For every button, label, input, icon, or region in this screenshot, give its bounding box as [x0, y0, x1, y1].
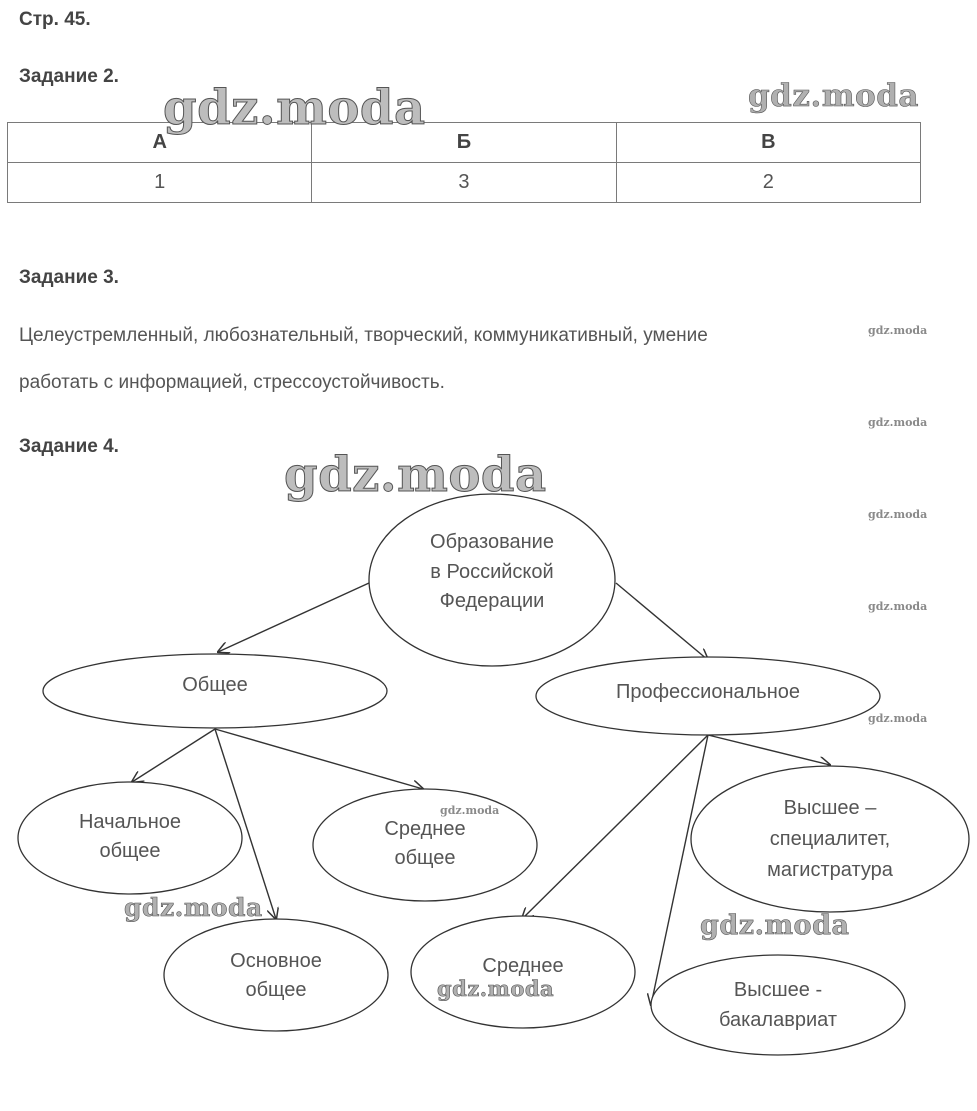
- node-text: общее: [394, 847, 456, 869]
- node-text: Федерации: [439, 590, 545, 612]
- table-cell: 3: [312, 163, 616, 203]
- node-text: бакалавриат: [719, 1009, 837, 1031]
- node-text: Общее: [182, 674, 248, 696]
- table-header-cell: В: [616, 123, 920, 163]
- watermark: gdz.moda: [437, 976, 555, 1001]
- node-text: Образование: [430, 531, 554, 553]
- task4-title: Задание 4.: [19, 436, 119, 457]
- watermark: gdz.moda: [700, 910, 850, 941]
- edge-general-secondary: [215, 729, 423, 789]
- table-header-cell: Б: [312, 123, 616, 163]
- table-cell: 2: [616, 163, 920, 203]
- node-text: Профессиональное: [615, 681, 801, 703]
- node-text: магистратура: [767, 859, 893, 881]
- node-text: общее: [245, 979, 307, 1001]
- node-text: Высшее –: [783, 797, 877, 819]
- watermark: gdz.moda: [748, 78, 919, 114]
- watermark: gdz.moda: [163, 80, 426, 136]
- node-basic-general: [164, 919, 388, 1031]
- task3-text-line: Целеустремленный, любознательный, творческий, коммуникативный, умение: [19, 325, 708, 346]
- table-cell: 1: [8, 163, 312, 203]
- edge-prof-bachelor: [651, 735, 708, 1005]
- node-text: общее: [99, 840, 161, 862]
- node-text: Среднее: [482, 955, 564, 977]
- node-text: Среднее: [384, 818, 466, 840]
- task2-title: Задание 2.: [19, 66, 119, 87]
- watermark: gdz.moda: [440, 804, 500, 817]
- edge-root-general: [218, 583, 369, 652]
- node-general: [43, 654, 387, 728]
- node-higher-specialist-master: [691, 766, 969, 912]
- node-professional: [536, 657, 880, 735]
- table-header-cell: А: [8, 123, 312, 163]
- node-root: [369, 494, 615, 666]
- node-primary-general: [18, 782, 242, 894]
- node-text: в Российской: [430, 561, 554, 583]
- edge-prof-higher-spec: [708, 735, 830, 765]
- watermark: gdz.moda: [868, 508, 928, 521]
- node-text: Высшее -: [733, 979, 823, 1001]
- edge-general-primary: [132, 729, 215, 782]
- watermark: gdz.moda: [868, 416, 928, 429]
- node-text: Начальное: [78, 811, 182, 833]
- edge-root-professional: [616, 583, 708, 660]
- task3-text-line: работать с информацией, стрессоустойчивость.: [19, 372, 445, 393]
- task3-title: Задание 3.: [19, 267, 119, 288]
- node-text: Основное: [230, 950, 322, 972]
- watermark: gdz.moda: [124, 893, 263, 922]
- node-secondary-general: [313, 789, 537, 901]
- page-reference: Стр. 45.: [19, 9, 91, 30]
- node-secondary-professional: [411, 916, 635, 1028]
- watermark: gdz.moda: [868, 324, 928, 337]
- watermark: gdz.moda: [868, 600, 928, 613]
- watermark: gdz.moda: [284, 447, 547, 503]
- watermark: gdz.moda: [868, 712, 928, 725]
- node-higher-bachelor: [651, 955, 905, 1055]
- edge-prof-secondary: [522, 735, 708, 919]
- node-text: специалитет,: [769, 828, 891, 850]
